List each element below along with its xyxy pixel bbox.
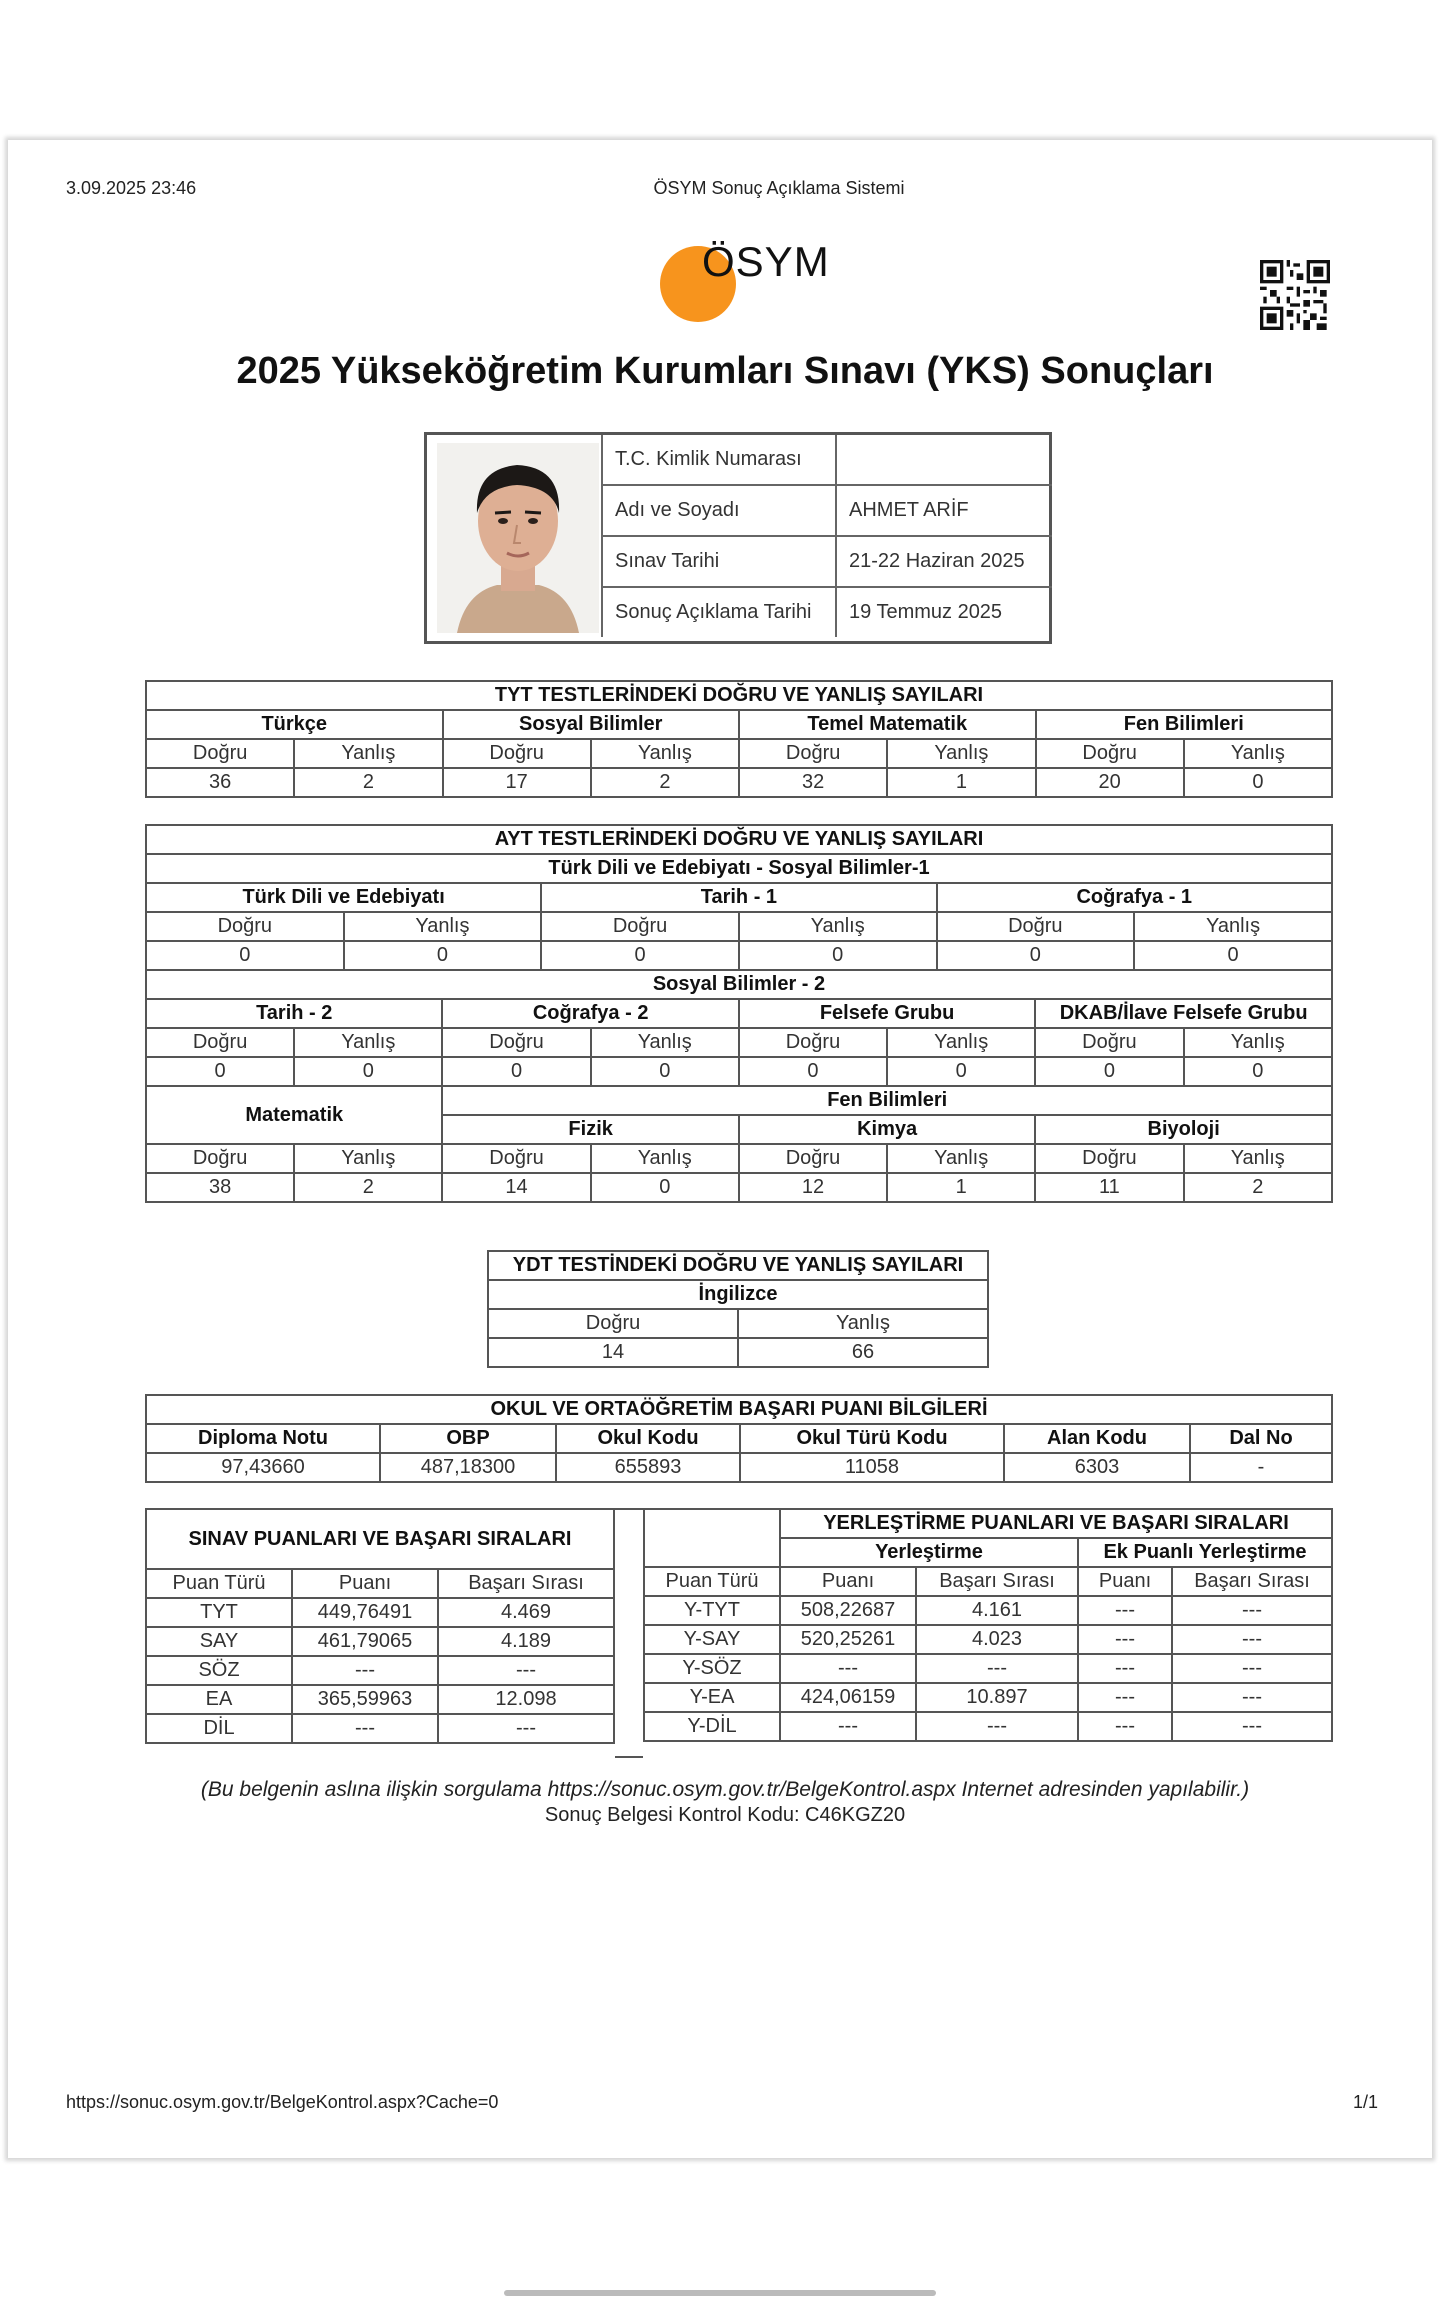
ydt-value: 66 <box>738 1338 988 1367</box>
table-row <box>644 1625 1332 1654</box>
table-row <box>146 1598 614 1627</box>
placement-cell: --- <box>1078 1712 1172 1741</box>
placement-cell: Y-DİL <box>644 1712 780 1741</box>
dogru-header: Doğru <box>146 1028 294 1057</box>
exam-cell: 4.469 <box>438 1598 614 1627</box>
value-tc <box>836 435 1052 485</box>
ayt-subject: Fizik <box>442 1115 738 1144</box>
placement-cell: --- <box>1078 1625 1172 1654</box>
ayt-value: 0 <box>1035 1057 1183 1086</box>
dogru-header: Doğru <box>739 1144 887 1173</box>
ayt-subject: Coğrafya - 2 <box>442 999 738 1028</box>
exam-cell: --- <box>292 1656 438 1685</box>
page-title: 2025 Yükseköğretim Kurumları Sınavı (YKS) Sonuçları <box>236 350 1214 392</box>
yanlis-header: Yanlış <box>738 1309 988 1338</box>
placement-cell: --- <box>1078 1683 1172 1712</box>
ayt-value: 0 <box>1184 1057 1332 1086</box>
exam-cell: --- <box>438 1714 614 1743</box>
ayt-value: 14 <box>442 1173 590 1202</box>
school-table <box>145 1394 1333 1483</box>
table-row <box>146 1627 614 1656</box>
yanlis-header: Yanlış <box>591 1028 739 1057</box>
dogru-header: Doğru <box>442 1144 590 1173</box>
ydt-table <box>487 1250 989 1368</box>
ayt-subject: Tarih - 2 <box>146 999 442 1028</box>
ayt-group1-title: Türk Dili ve Edebiyatı - Sosyal Bilimler-1 <box>146 854 1332 883</box>
ayt-subject: Tarih - 1 <box>541 883 936 912</box>
placement-cell: --- <box>1078 1596 1172 1625</box>
ayt-value: 0 <box>591 1057 739 1086</box>
placement-header: Puanı <box>780 1567 916 1596</box>
result-document <box>8 140 1432 2158</box>
label-tc: T.C. Kimlik Numarası <box>602 435 836 485</box>
school-title: OKUL VE ORTAÖĞRETİM BAŞARI PUANI BİLGİLERİ <box>146 1395 1332 1424</box>
exam-cell: --- <box>292 1714 438 1743</box>
ayt-value: 2 <box>1184 1173 1332 1202</box>
page-url: https://sonuc.osym.gov.tr/BelgeKontrol.aspx?Cache=0 <box>66 2092 499 2112</box>
placement-cell: --- <box>780 1654 916 1683</box>
tyt-title: TYT TESTLERİNDEKİ DOĞRU VE YANLIŞ SAYILARI <box>146 681 1332 710</box>
placement-cell: 4.161 <box>916 1596 1078 1625</box>
exam-cell: EA <box>146 1685 292 1714</box>
ayt-subject: Felsefe Grubu <box>739 999 1035 1028</box>
school-header: OBP <box>380 1424 556 1453</box>
ayt-value: 1 <box>887 1173 1035 1202</box>
placement-cell: --- <box>1172 1596 1332 1625</box>
print-datetime: 3.09.2025 23:46 <box>66 178 197 198</box>
label-result-date: Sonuç Açıklama Tarihi <box>602 587 836 637</box>
ayt-value: 0 <box>146 1057 294 1086</box>
placement-cell: --- <box>1172 1625 1332 1654</box>
dogru-header: Doğru <box>146 912 344 941</box>
table-row <box>146 1656 614 1685</box>
placement-cell: --- <box>1078 1654 1172 1683</box>
placement-header: Başarı Sırası <box>1172 1567 1332 1596</box>
placement-sub: Ek Puanlı Yerleştirme <box>1078 1538 1332 1567</box>
dogru-header: Doğru <box>541 912 739 941</box>
exam-header: Puan Türü <box>146 1569 292 1598</box>
ayt-subject: Türk Dili ve Edebiyatı <box>146 883 541 912</box>
dogru-header: Doğru <box>937 912 1135 941</box>
exam-header: Başarı Sırası <box>438 1569 614 1598</box>
dogru-header: Doğru <box>146 1144 294 1173</box>
ayt-value: 38 <box>146 1173 294 1202</box>
exam-cell: --- <box>438 1656 614 1685</box>
ayt-subject: DKAB/İlave Felsefe Grubu <box>1035 999 1332 1028</box>
dogru-header: Doğru <box>1035 1028 1183 1057</box>
placement-header: Başarı Sırası <box>916 1567 1078 1596</box>
ayt-value: 0 <box>739 941 937 970</box>
ayt-value: 12 <box>739 1173 887 1202</box>
exam-cell: TYT <box>146 1598 292 1627</box>
value-result-date: 19 Temmuz 2025 <box>836 587 1052 637</box>
table-row <box>644 1712 1332 1741</box>
value-exam-date: 21-22 Haziran 2025 <box>836 536 1052 587</box>
yanlis-header: Yanlış <box>1184 1144 1332 1173</box>
exam-cell: 365,59963 <box>292 1685 438 1714</box>
ayt-value: 0 <box>146 941 344 970</box>
yanlis-header: Yanlış <box>294 1028 442 1057</box>
ayt-value: 0 <box>344 941 542 970</box>
school-value: 655893 <box>556 1453 740 1482</box>
ayt-title: AYT TESTLERİNDEKİ DOĞRU VE YANLIŞ SAYILARI <box>146 825 1332 854</box>
ayt-value: 0 <box>294 1057 442 1086</box>
dogru-header: Doğru <box>443 739 591 768</box>
placement-title: YERLEŞTİRME PUANLARI VE BAŞARI SIRALARI <box>780 1509 1332 1538</box>
dogru-header: Doğru <box>442 1028 590 1057</box>
exam-cell: SÖZ <box>146 1656 292 1685</box>
tyt-subject: Türkçe <box>146 710 443 739</box>
yanlis-header: Yanlış <box>591 1144 739 1173</box>
tyt-subject: Sosyal Bilimler <box>443 710 740 739</box>
placement-table <box>643 1508 1333 1742</box>
tyt-value: 2 <box>294 768 442 797</box>
school-value: 487,18300 <box>380 1453 556 1482</box>
table-row <box>146 1714 614 1743</box>
ayt-value: 0 <box>887 1057 1035 1086</box>
ayt-fen-title: Fen Bilimleri <box>442 1086 1332 1115</box>
school-value: 6303 <box>1004 1453 1190 1482</box>
school-value: - <box>1190 1453 1332 1482</box>
label-exam-date: Sınav Tarihi <box>602 536 836 587</box>
table-row <box>644 1596 1332 1625</box>
dogru-header: Doğru <box>1036 739 1184 768</box>
school-value: 11058 <box>740 1453 1004 1482</box>
ydt-title: YDT TESTİNDEKİ DOĞRU VE YANLIŞ SAYILARI <box>488 1251 988 1280</box>
table-row <box>602 485 1052 536</box>
logo-text: ÖSYM <box>702 238 830 285</box>
yanlis-header: Yanlış <box>1134 912 1332 941</box>
qr-code-icon <box>1260 260 1330 330</box>
yanlis-header: Yanlış <box>294 739 442 768</box>
exam-cell: 461,79065 <box>292 1627 438 1656</box>
ayt-value: 11 <box>1035 1173 1183 1202</box>
placement-cell: Y-SAY <box>644 1625 780 1654</box>
page-number: 1/1 <box>1352 2092 1378 2112</box>
tyt-value: 1 <box>887 768 1035 797</box>
placement-cell: 520,25261 <box>780 1625 916 1654</box>
dogru-header: Doğru <box>1035 1144 1183 1173</box>
yanlis-header: Yanlış <box>1184 739 1332 768</box>
exam-cell: DİL <box>146 1714 292 1743</box>
placement-cell: Y-TYT <box>644 1596 780 1625</box>
table-row <box>602 587 1052 637</box>
exam-cell: SAY <box>146 1627 292 1656</box>
exam-cell: 449,76491 <box>292 1598 438 1627</box>
ayt-value: 0 <box>442 1057 590 1086</box>
ayt-value: 0 <box>739 1057 887 1086</box>
placement-cell: 424,06159 <box>780 1683 916 1712</box>
control-code: Sonuç Belgesi Kontrol Kodu: C46KGZ20 <box>544 1804 906 1826</box>
table-row <box>602 435 1052 485</box>
dogru-header: Doğru <box>739 739 887 768</box>
placement-cell: --- <box>916 1712 1078 1741</box>
verification-note: (Bu belgenin aslına ilişkin sorgulama https://sonuc.osym.gov.tr/BelgeKontrol.aspx Internet adresinden yapılabilir.) <box>200 1778 1250 1801</box>
ydt-value: 14 <box>488 1338 738 1367</box>
ayt-value: 0 <box>1134 941 1332 970</box>
tyt-table <box>145 680 1333 798</box>
placement-cell: --- <box>1172 1712 1332 1741</box>
placement-header: Puanı <box>1078 1567 1172 1596</box>
exam-cell: 12.098 <box>438 1685 614 1714</box>
school-header: Okul Kodu <box>556 1424 740 1453</box>
school-header: Dal No <box>1190 1424 1332 1453</box>
yanlis-header: Yanlış <box>1184 1028 1332 1057</box>
school-header: Okul Türü Kodu <box>740 1424 1004 1453</box>
ayt-subject: Kimya <box>739 1115 1035 1144</box>
tyt-value: 0 <box>1184 768 1332 797</box>
school-value: 97,43660 <box>146 1453 380 1482</box>
exam-scores-title: SINAV PUANLARI VE BAŞARI SIRALARI <box>146 1509 614 1569</box>
ydt-language: İngilizce <box>488 1280 988 1309</box>
home-indicator[interactable] <box>504 2290 936 2296</box>
exam-header: Puanı <box>292 1569 438 1598</box>
placement-cell: 4.023 <box>916 1625 1078 1654</box>
ayt-value: 0 <box>591 1173 739 1202</box>
placement-cell: --- <box>1172 1654 1332 1683</box>
dogru-header: Doğru <box>146 739 294 768</box>
tyt-subject: Temel Matematik <box>739 710 1036 739</box>
table-spacer <box>615 1508 643 1758</box>
placement-cell: --- <box>780 1712 916 1741</box>
yanlis-header: Yanlış <box>739 912 937 941</box>
ayt-math-title: Matematik <box>146 1086 442 1144</box>
tyt-value: 32 <box>739 768 887 797</box>
ayt-table <box>145 824 1333 1203</box>
dogru-header: Doğru <box>488 1309 738 1338</box>
exam-cell: 4.189 <box>438 1627 614 1656</box>
placement-blank <box>644 1509 780 1567</box>
placement-cell: 508,22687 <box>780 1596 916 1625</box>
school-header: Alan Kodu <box>1004 1424 1190 1453</box>
ayt-group2-title: Sosyal Bilimler - 2 <box>146 970 1332 999</box>
osym-logo <box>660 238 830 328</box>
tyt-value: 36 <box>146 768 294 797</box>
yanlis-header: Yanlış <box>887 1144 1035 1173</box>
tyt-value: 20 <box>1036 768 1184 797</box>
table-row <box>602 536 1052 587</box>
label-name: Adı ve Soyadı <box>602 485 836 536</box>
placement-cell: --- <box>1172 1683 1332 1712</box>
exam-scores-table <box>145 1508 615 1744</box>
yanlis-header: Yanlış <box>591 739 739 768</box>
placement-cell: --- <box>916 1654 1078 1683</box>
placement-cell: Y-EA <box>644 1683 780 1712</box>
system-title: ÖSYM Sonuç Açıklama Sistemi <box>653 178 905 198</box>
ayt-subject: Coğrafya - 1 <box>937 883 1333 912</box>
tyt-value: 2 <box>591 768 739 797</box>
value-name: AHMET ARİF <box>836 485 1052 536</box>
placement-header: Puan Türü <box>644 1567 780 1596</box>
tyt-value: 17 <box>443 768 591 797</box>
ayt-value: 0 <box>541 941 739 970</box>
table-row <box>146 1685 614 1714</box>
dogru-header: Doğru <box>739 1028 887 1057</box>
ayt-value: 0 <box>937 941 1135 970</box>
yanlis-header: Yanlış <box>294 1144 442 1173</box>
table-row <box>644 1683 1332 1712</box>
placement-cell: Y-SÖZ <box>644 1654 780 1683</box>
tyt-subject: Fen Bilimleri <box>1036 710 1333 739</box>
ayt-subject: Biyoloji <box>1035 1115 1332 1144</box>
candidate-info-table <box>601 435 1052 637</box>
yanlis-header: Yanlış <box>344 912 542 941</box>
ayt-value: 2 <box>294 1173 442 1202</box>
school-header: Diploma Notu <box>146 1424 380 1453</box>
candidate-photo <box>437 443 599 633</box>
placement-sub: Yerleştirme <box>780 1538 1078 1567</box>
yanlis-header: Yanlış <box>887 739 1035 768</box>
candidate-info-box <box>424 432 1052 644</box>
yanlis-header: Yanlış <box>887 1028 1035 1057</box>
table-row <box>644 1654 1332 1683</box>
placement-cell: 10.897 <box>916 1683 1078 1712</box>
